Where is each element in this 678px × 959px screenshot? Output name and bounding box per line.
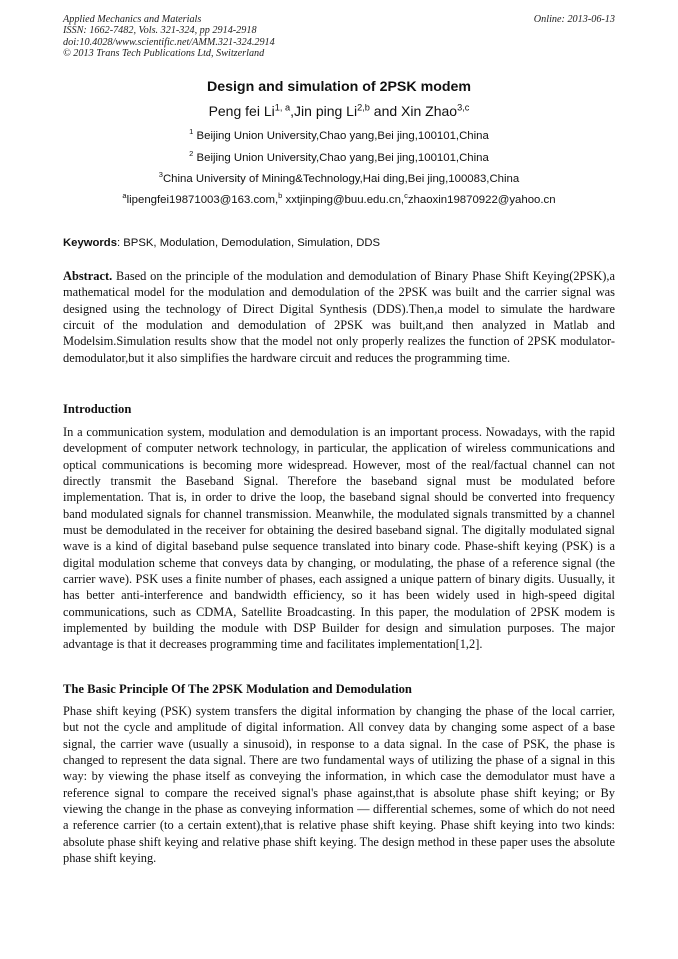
keywords-label: Keywords [63, 237, 117, 249]
abstract-label: Abstract. [63, 269, 113, 283]
doi-line: doi:10.4028/www.scientific.net/AMM.321-324.2914 [63, 36, 275, 48]
author-1-sup: 1, a [274, 102, 291, 113]
email-a: lipengfei19871003@163.com, [126, 194, 279, 206]
journal-header [63, 14, 615, 59]
author-2-name: ,Jin ping Li [290, 103, 358, 119]
email-line [0, 191, 678, 206]
author-line [0, 103, 678, 119]
email-a-sup: a [122, 191, 127, 201]
affiliation-2-text: Beijing Union University,Chao yang,Bei jing,100101,China [193, 152, 489, 164]
issn-line: ISSN: 1662-7482, Vols. 321-324, pp 2914-2918 [63, 25, 257, 37]
author-3-sup: 3,c [457, 102, 470, 113]
affiliation-2 [0, 149, 678, 164]
introduction-paragraph: In a communication system, modulation and demodulation is an important process. Nowadays, with the rapid development of computer network technology, in particular, the application of wireless communications and optical communications is becoming more widespread. However, most of the real/factual channel can not directly transmit the Baseband Signal. Therefore the baseband signal must be modulated before implementation. That is, in order to drive the loop, the baseband signal should be converted into frequency band modulated signals for channel transmission. Meanwhile, the modulated signals transmitted by a channel must be demodulated in the receiver for obtaining the desired baseband signal. The digitally modulated signal wave is a kind of digital baseband pulse sequence translated into binary code. Phase-shift keying (PSK) is a digital modulation scheme that conveys data by changing, or modulating, the phase of a reference signal (the carrier wave). PSK uses a finite number of phases, each assigned a unique pattern of binary digits. Uusually, it has better anti-interference and bandwidth efficiency, so it has been widely used in high-speed digital communications, such as CDMA, Satellite Broadcasting. In this paper, the modulation of 2PSK modem is implemented by building the module with DSP Builder for design and simulation purposes. The major advantage is that it decreases programming time and facilitates implementation[1,2]. [63, 425, 615, 652]
keywords-line [63, 237, 615, 249]
author-1-name: Peng fei Li [208, 103, 275, 119]
affiliation-3 [0, 170, 678, 185]
affiliation-2-sup: 2 [189, 149, 194, 159]
journal-name: Applied Mechanics and Materials [63, 14, 202, 25]
online-date: Online: 2013-06-13 [533, 14, 615, 25]
abstract-paragraph [63, 268, 615, 366]
introduction-heading: Introduction [63, 402, 132, 416]
author-3-name: and Xin Zhao [369, 103, 458, 119]
copyright-line: © 2013 Trans Tech Publications Ltd, Switzerland [63, 47, 265, 59]
paper-title: Design and simulation of 2PSK modem [206, 79, 472, 95]
affiliation-3-sup: 3 [158, 170, 163, 180]
affiliation-1 [0, 127, 678, 142]
author-2-sup: 2,b [357, 102, 370, 113]
principle-heading: The Basic Principle Of The 2PSK Modulation and Demodulation [63, 682, 412, 696]
email-b: xxtjinping@buu.edu.cn, [282, 194, 405, 206]
principle-paragraph: Phase shift keying (PSK) system transfers the digital information by changing the phase of the local carrier, but not the cycle and amplitude of digital information. All convey data by changing some aspect of a base signal, the carrier wave (usually a sinusoid), in response to a data signal. In the case of PSK, the phase is changed to represent the data signal. There are two fundamental ways of utilizing the phase of a signal in this way: by viewing the phase itself as conveying the information, in which case the demodulator must have a reference signal to compare the received signal's phase against,that is absolute phase shift keying; or By viewing the change in the phase as conveying information — differential schemes, some of which do not need a reference carrier (to a certain extent),that is relative phase shift keying. Phase shift keying into two kinds: absolute phase shift keying and relative phase shift keying. The design method in these paper uses the absolute phase shift keying. [63, 704, 615, 866]
email-b-sup: b [278, 191, 283, 201]
keywords-text: : BPSK, Modulation, Demodulation, Simulation, DDS [117, 237, 381, 249]
affiliation-1-text: Beijing Union University,Chao yang,Bei jing,100101,China [193, 130, 489, 142]
affiliation-1-sup: 1 [189, 127, 194, 137]
email-c: zhaoxin19870922@yahoo.cn [407, 194, 556, 206]
email-c-sup: c [404, 191, 408, 201]
abstract-text: Based on the principle of the modulation and demodulation of Binary Phase Shift Keying(2PSK),a mathematical model for the modulation and demodulation of the 2PSK was built and the carrier signal was designed using the technology of Direct Digital Synthesis (DDS).Then,a model to simulate the hardware circuit of the modulation and demodulation of 2PSK was built,and then analyzed in Matlab and Modelsim.Simulation results show that the model not only properly realizes the function of 2PSK modulator-demodulator,but it also simplifies the hardware circuit and reduces the programming time. [63, 269, 615, 365]
affiliation-3-text: China University of Mining&Technology,Hai ding,Bei jing,100083,China [162, 173, 520, 185]
